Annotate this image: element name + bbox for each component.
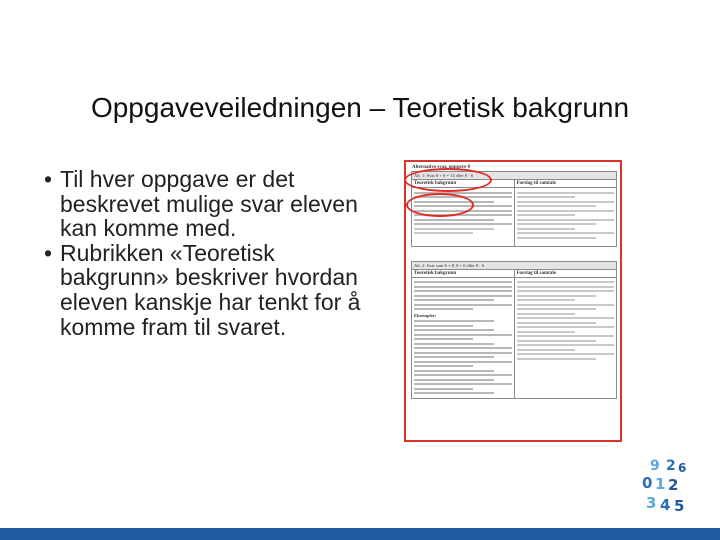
logo-digit: 2 [666, 458, 676, 474]
bullet-text: Til hver oppgave er det beskrevet mulige svar eleven kan komme med. [60, 166, 358, 242]
thumbnail-heading: Alternative svar, oppgave 0 [412, 165, 471, 170]
logo-digit: 1 [655, 475, 666, 493]
slide-title: Oppgaveveiledningen – Teoretisk bakgrunn [90, 92, 630, 123]
logo-digit: 6 [678, 461, 687, 475]
thumbnail-conversation-text [514, 277, 617, 398]
highlight-circle-theory [406, 193, 474, 217]
logo-digit: 4 [660, 496, 671, 514]
thumbnail-theory-text [412, 277, 515, 398]
thumbnail-table-2 [411, 261, 617, 399]
thumbnail-col-theory: Teoretisk bakgrunn [412, 180, 515, 188]
logo-digit: 2 [668, 476, 679, 494]
bullet-dot-icon: • [44, 166, 53, 192]
logo-digit: 3 [646, 494, 657, 512]
bottom-color-bar [0, 528, 720, 540]
bullet-text: Rubrikken «Teoretisk bakgrunn» beskriver hvordan eleven kanskje har tenkt for å komme fram til svaret. [60, 239, 361, 340]
thumbnail-examples-label: Eksempler: [414, 312, 437, 318]
thumbnail-row-alt1: Alt. 1: Svar 8 + 6 = 14 eller 8 · 6 [412, 172, 617, 180]
logo-digit: 0 [642, 474, 653, 492]
thumbnail-col-conversation: Forslag til samtale [514, 180, 617, 188]
bullet-item [44, 167, 364, 241]
logo-icon [640, 456, 692, 518]
bullet-list [44, 167, 364, 339]
thumbnail-col-theory: Teoretisk bakgrunn [412, 269, 515, 277]
logo-digit: 9 [650, 458, 660, 474]
thumbnail-col-conversation: Forslag til samtale [514, 269, 617, 277]
bullet-dot-icon: • [44, 239, 53, 266]
bullet-item [44, 241, 364, 339]
thumbnail-row-alt2: Alt. 2: Svar som 6 + 8, 8 + 6 eller 8 · 6 [412, 261, 617, 269]
logo-digit: 5 [674, 497, 685, 515]
highlight-circle-heading [404, 168, 492, 192]
thumbnail-conversation-text [514, 188, 617, 247]
